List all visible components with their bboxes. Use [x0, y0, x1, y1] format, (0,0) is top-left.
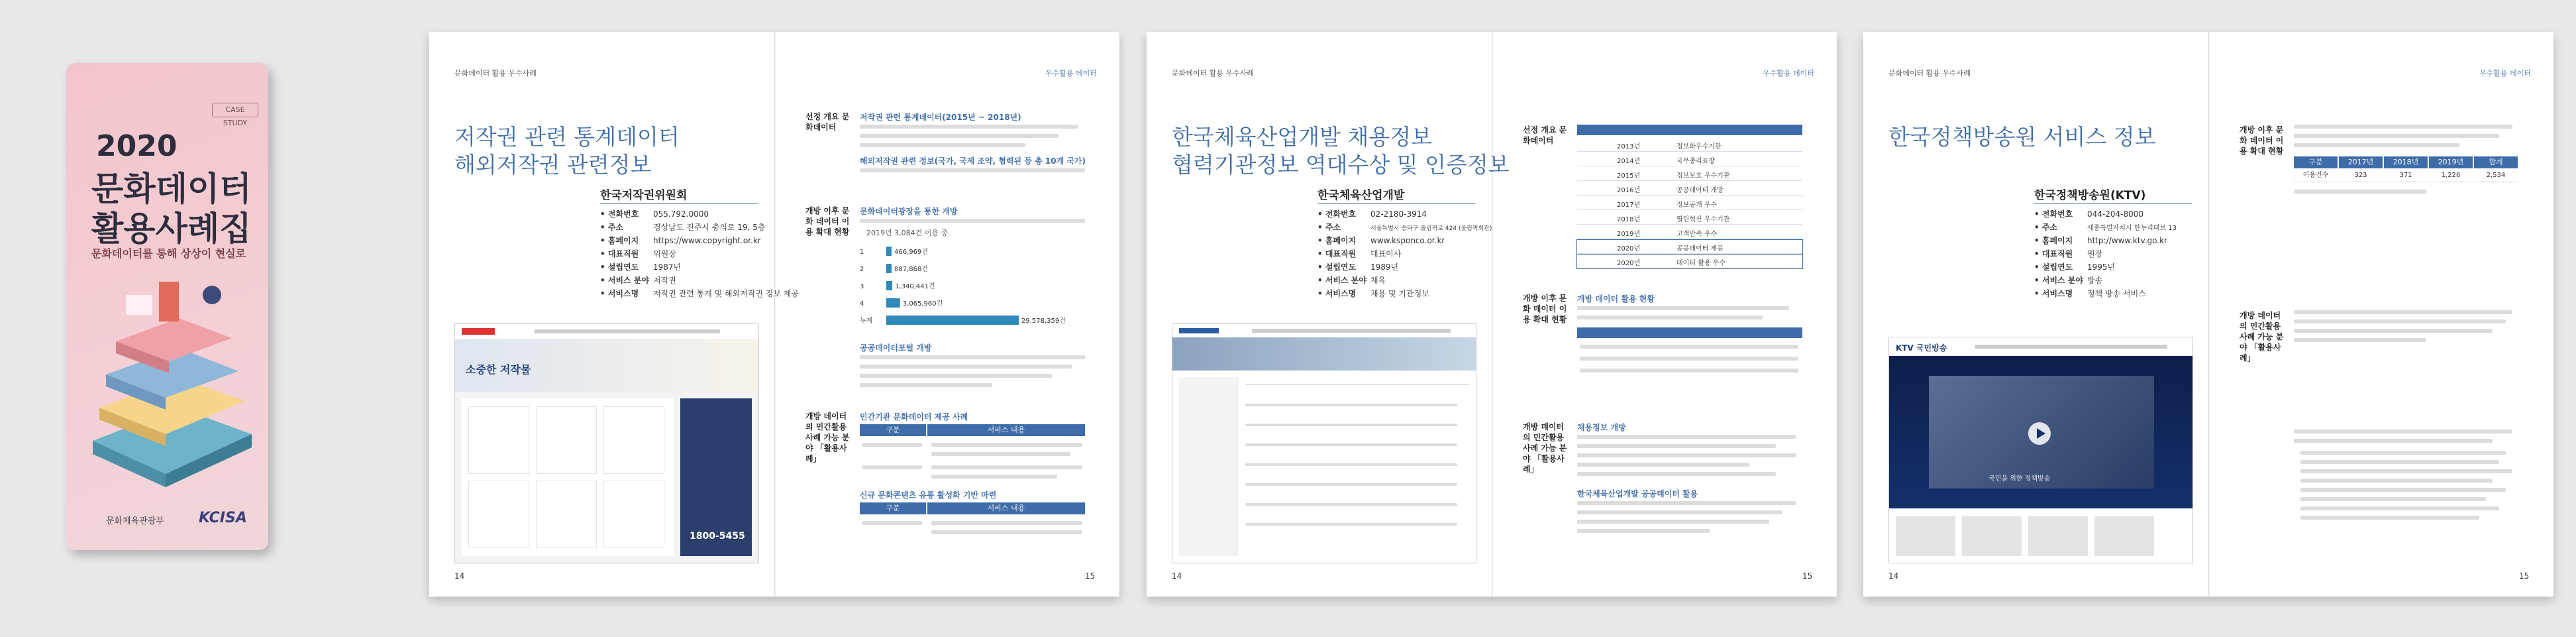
cover-logo-kcisa: KCISA [199, 510, 247, 526]
info-key: • 서비스명 [600, 289, 639, 298]
info-row-field [2034, 274, 2192, 288]
site-card [603, 406, 664, 474]
text-line [2294, 319, 2506, 323]
text-line [860, 219, 1085, 223]
site-card [603, 481, 664, 548]
info-key: • 대표직원 [2034, 249, 2073, 259]
spread-gutter [1492, 32, 1493, 597]
award-year: 2018년 [1617, 216, 1641, 223]
info-key: • 대표직원 [1317, 249, 1357, 259]
text-line [1577, 435, 1796, 439]
table-cell [931, 521, 1082, 525]
info-key: • 홈페이지 [1317, 236, 1357, 245]
text-line [2294, 125, 2512, 129]
section-label-cases: 개방 데이터의 민간활용사례 가능 분야 「활용사례」 [2240, 311, 2284, 363]
bar-category-label: 누계 [860, 318, 873, 325]
cover-image [66, 63, 268, 550]
info-value: 정책 방송 서비스 [2087, 289, 2146, 298]
info-row-founded [1317, 261, 1475, 274]
text-line [2294, 310, 2512, 314]
award-row [1577, 225, 1802, 239]
info-value: 1987년 [653, 262, 682, 272]
text-line [1577, 444, 1776, 448]
left-page-header: 문화데이터 활용 우수사례 [454, 69, 537, 78]
table-row [1580, 369, 1798, 373]
text-line [1577, 501, 1796, 505]
award-name: 국무총리표창 [1676, 158, 1715, 165]
section-heading: 공공데이터포털 개방 [860, 343, 932, 353]
site-menu [1975, 345, 2167, 349]
stats-header-cell: 2019년 [2429, 156, 2473, 168]
page-number-left: 14 [1888, 571, 1899, 581]
text-line [1577, 453, 1796, 457]
info-row-address [2034, 221, 2192, 235]
cover-logo-ministry: 문화체육관광부 [106, 516, 164, 526]
section-label-usage: 개방 이후 문화 데이터 이용 확대 현황 [1523, 294, 1567, 324]
award-name: 정보공개 우수 [1676, 202, 1718, 209]
info-key: • 주소 [600, 223, 624, 232]
stats-value-cell: 371 [2384, 170, 2428, 182]
text-line [2294, 190, 2426, 194]
stats-value-cell: 이용건수 [2294, 170, 2338, 182]
cover-year: 2020 [96, 129, 178, 163]
info-key: • 전화번호 [2034, 209, 2073, 219]
table-cell [931, 475, 1057, 479]
award-row [1577, 152, 1802, 166]
text-line [2294, 134, 2499, 138]
table-cell [931, 443, 1082, 447]
text-line [1577, 529, 1710, 533]
info-row-address [1317, 221, 1492, 235]
site-menu [1252, 329, 1451, 333]
website-screenshot [1888, 337, 2193, 563]
text-line [2300, 516, 2479, 520]
text-line [860, 383, 992, 387]
site-list [1245, 377, 1469, 556]
spread-sports [1147, 32, 1837, 597]
section-label-overview: 선정 개요 문화데이터 [1523, 125, 1567, 145]
info-key: • 설립연도 [2034, 262, 2073, 272]
usage-bar [886, 316, 1019, 325]
info-row-representative [2034, 248, 2192, 261]
text-line [2300, 469, 2512, 473]
page-number-right: 15 [1085, 571, 1096, 581]
text-line [860, 168, 1085, 172]
thumbnail[interactable] [1896, 516, 1955, 556]
info-row-founded [600, 261, 758, 274]
info-key: • 서비스 분야 [2034, 276, 2083, 285]
award-row [1577, 138, 1802, 152]
page-title: 한국정책방송원 서비스 정보 [1888, 124, 2156, 150]
usage-bar [886, 247, 892, 256]
info-key: • 주소 [2034, 223, 2058, 232]
award-year: 2017년 [1617, 202, 1641, 209]
page-number-left: 14 [1172, 571, 1182, 581]
section-label-usage: 개방 이후 문화 데이터 이용 확대 현황 [2240, 125, 2284, 156]
award-row [1577, 196, 1802, 210]
stats-header-cell: 2017년 [2339, 156, 2383, 168]
info-row-homepage [2034, 235, 2192, 248]
section-heading: 한국체육산업개발 공공데이터 활용 [1577, 489, 1698, 498]
info-value: 저작권 [653, 276, 676, 285]
table-header-cell: 서비스 내용 [927, 424, 1085, 436]
site-card [536, 481, 597, 548]
award-row [1577, 167, 1802, 181]
info-value: http://www.ktv.go.kr [2087, 236, 2168, 245]
info-value: www.ksponco.or.kr [1370, 236, 1445, 245]
site-card [536, 406, 597, 474]
info-row-address [600, 221, 766, 235]
section-label-usage: 개방 이후 문화 데이터 이용 확대 현황 [805, 206, 850, 237]
award-year: 2019년 [1617, 231, 1641, 238]
site-banner [1172, 337, 1476, 371]
org-info-list [1317, 208, 1492, 301]
info-key: • 설립연도 [1317, 262, 1357, 272]
info-key: • 서비스명 [2034, 289, 2073, 298]
page-number-right: 15 [1802, 571, 1813, 581]
info-value: 044-204-8000 [2087, 209, 2144, 219]
list-item [1245, 483, 1457, 486]
award-row [1577, 211, 1802, 225]
text-line [860, 355, 1085, 359]
award-row [1577, 255, 1802, 268]
text-line [2294, 430, 2512, 434]
table-header-cell: 구분 [860, 502, 926, 514]
info-key: • 서비스 분야 [1317, 276, 1366, 285]
info-row-field [1317, 274, 1475, 288]
info-key: • 서비스명 [1317, 289, 1357, 298]
award-name: 데이터 활용 우수 [1676, 260, 1726, 267]
section-heading: 민간기관 문화데이터 제공 사례 [860, 412, 968, 422]
table-cell [931, 452, 1070, 456]
award-name: 열린혁신 우수기관 [1676, 216, 1730, 223]
usage-total: 2019년 3,084건 이용 중 [866, 229, 949, 237]
section-heading: 채용정보 개방 [1577, 423, 1626, 432]
text-line [2300, 497, 2486, 501]
site-logo [1179, 328, 1219, 333]
award-name: 공공데이터 제공 [1676, 245, 1724, 253]
award-year: 2020년 [1617, 260, 1641, 267]
info-row-phone [2034, 208, 2192, 221]
text-line [860, 365, 1072, 369]
list-item [1245, 443, 1457, 446]
award-year: 2015년 [1617, 172, 1641, 180]
page-title-line1: 한국체육산업개발 채용정보 [1172, 124, 1433, 150]
text-line [860, 374, 1052, 378]
cover-subtitle: 문화데이터를 통해 상상이 현실로 [91, 247, 246, 260]
site-nav-bar [1889, 337, 2192, 357]
info-value: 원장 [2087, 249, 2103, 259]
award-year: 2014년 [1617, 158, 1641, 165]
site-logo [462, 328, 495, 335]
right-page-header: 우수활용 데이터 [2479, 69, 2531, 78]
info-row-representative [1317, 248, 1475, 261]
table-header-row [1577, 327, 1802, 338]
info-value: 체육 [1370, 276, 1386, 285]
info-key: • 주소 [1317, 223, 1341, 232]
list-item [1245, 503, 1457, 506]
info-value: 02-2180-3914 [1370, 209, 1427, 219]
site-menu [535, 329, 720, 333]
site-card [468, 406, 529, 474]
text-line [2294, 338, 2426, 342]
site-nav-bar [1172, 324, 1476, 338]
award-year: 2016년 [1617, 187, 1641, 194]
video-player[interactable] [1889, 356, 2192, 508]
text-line [1577, 316, 1763, 319]
text-line [2294, 439, 2493, 443]
thumbnail[interactable] [1962, 516, 2022, 556]
spread-copyright [429, 32, 1119, 597]
spread-gutter [774, 32, 776, 597]
table-cell [931, 530, 1082, 534]
section-heading: 저작권 관련 통계데이터(2015년 ~ 2018년) [860, 113, 1021, 122]
cover-badge: CASE STUDY [212, 103, 258, 117]
list-item [1245, 404, 1457, 406]
table-cell [931, 465, 1082, 469]
text-line [860, 143, 1025, 147]
page-title-line1: 저작권 관련 통계데이터 [454, 124, 680, 150]
stats-header-cell: 구분 [2294, 156, 2338, 168]
book-cover [0, 0, 311, 637]
info-value: 1995년 [2087, 262, 2116, 272]
text-line [2300, 479, 2493, 483]
usage-bar-chart [860, 243, 1085, 335]
info-value: 채용 및 기관정보 [1370, 289, 1429, 298]
award-row [1577, 182, 1802, 196]
website-screenshot [1172, 323, 1476, 563]
info-value: 055.792.0000 [653, 209, 709, 219]
info-row-homepage [1317, 235, 1475, 248]
table-header-cell: 구분 [860, 424, 926, 436]
table-header-row [1577, 125, 1802, 135]
video-caption: 국민을 위한 정책방송 [1988, 475, 2051, 483]
list-item [1245, 523, 1457, 526]
info-key: • 전화번호 [1317, 209, 1357, 219]
award-name: 고객만족 우수 [1676, 231, 1718, 238]
info-value: 방송 [2087, 276, 2103, 285]
info-row-service [1317, 288, 1475, 301]
bar-value-label: 29,578,359건 [1021, 318, 1066, 325]
text-line [2300, 506, 2499, 510]
info-value: 위원장 [653, 249, 676, 259]
thumbnail[interactable] [2094, 516, 2154, 556]
section-heading: 신규 문화콘텐츠 유통 활성화 기반 마련 [860, 491, 997, 500]
info-key: • 홈페이지 [2034, 236, 2073, 245]
info-row-phone [600, 208, 758, 221]
page-number-left: 14 [454, 571, 465, 581]
text-line [1577, 463, 1749, 467]
section-label-overview: 선정 개요 문화데이터 [805, 112, 850, 132]
spread-gutter [2208, 32, 2210, 597]
table-cell [862, 465, 922, 469]
section-heading: 개방 데이터 활용 현황 [1577, 294, 1655, 304]
site-brand: KTV 국민방송 [1896, 343, 1947, 353]
bar-category-label: 1 [860, 249, 864, 256]
cover-title-line2: 활용사례집 [91, 209, 252, 248]
info-key: • 전화번호 [600, 209, 639, 219]
award-year: 2020년 [1617, 245, 1641, 253]
site-nav-bar [455, 324, 758, 339]
text-line [2300, 488, 2506, 492]
bar-category-label: 2 [860, 266, 864, 273]
bar-value-label: 887,868건 [894, 266, 929, 273]
list-item [1245, 424, 1457, 426]
table-row [1580, 357, 1798, 361]
site-side-panel [680, 398, 752, 556]
table-cell [862, 443, 922, 447]
org-info-list [2034, 208, 2192, 301]
section-label-cases: 개방 데이터의 민간활용사례 가능 분야 「활용사례」 [1523, 422, 1567, 474]
info-row-homepage [600, 235, 761, 248]
cover-illustration [79, 275, 258, 500]
site-hero [455, 339, 758, 392]
section-heading: 해외저작권 관련 정보(국가, 국제 조약, 협력된 등 총 10개 국가) [860, 156, 1086, 166]
award-name: 정보보호 우수기관 [1676, 172, 1730, 180]
site-sidebar [1179, 377, 1239, 556]
site-grid [462, 398, 674, 556]
text-line [1577, 520, 1769, 524]
info-value: 저작권 관련 통계 및 해외저작권 정보 제공 [653, 289, 799, 298]
award-name: 공공데이터 개방 [1676, 187, 1724, 194]
text-line [2300, 460, 2499, 464]
award-year: 2013년 [1617, 143, 1641, 150]
right-page-header: 우수활용 데이터 [1763, 69, 1814, 78]
info-value: 1989년 [1370, 262, 1399, 272]
info-row-phone [1317, 208, 1475, 221]
text-line [2294, 143, 2459, 147]
info-value: 서울특별시 송파구 올림픽로 424 (올림픽회관) [1370, 225, 1492, 232]
left-page-header: 문화데이터 활용 우수사례 [1888, 69, 1971, 78]
org-name: 한국체육산업개발 [1317, 189, 1405, 202]
info-value: 대표이사 [1370, 249, 1402, 259]
page-title-line2: 해외저작권 관련정보 [454, 152, 652, 178]
info-row-service [2034, 288, 2192, 301]
info-key: • 설립연도 [600, 262, 639, 272]
bar-value-label: 466,969건 [894, 249, 929, 256]
text-line [1577, 510, 1782, 514]
info-key: • 홈페이지 [600, 236, 639, 245]
text-line [1577, 472, 1776, 476]
text-line [1577, 306, 1789, 310]
section-heading: 문화데이터광장을 통한 개방 [860, 207, 958, 216]
stats-value-cell: 323 [2339, 170, 2383, 182]
info-row-field [600, 274, 758, 288]
info-value: 세종특별자치시 한누리대로 13 [2087, 225, 2177, 232]
org-name: 한국정책방송원(KTV) [2034, 189, 2146, 202]
thumbnail[interactable] [2028, 516, 2088, 556]
info-key: • 대표직원 [600, 249, 639, 259]
org-name: 한국저작권위원회 [600, 189, 688, 202]
spread-ktv [1863, 32, 2553, 597]
text-line [2294, 329, 2493, 333]
stats-value-cell: 1,226 [2429, 170, 2473, 182]
site-phone: 1800-5455 [690, 531, 745, 542]
section-label-cases: 개방 데이터의 민간활용사례 가능 분야 「활용사례」 [805, 412, 850, 463]
stats-header-cell: 합계 [2474, 156, 2518, 168]
text-line [860, 134, 1058, 138]
left-page-header: 문화데이터 활용 우수사례 [1172, 69, 1254, 78]
award-name: 정보화우수기관 [1676, 143, 1722, 150]
table-header-cell: 서비스 내용 [927, 502, 1085, 514]
table-row [1580, 345, 1798, 349]
page-title-line2: 협력기관정보 역대수상 및 인증정보 [1172, 152, 1510, 178]
usage-bar [886, 281, 892, 290]
award-row [1577, 240, 1802, 254]
list-item [1245, 463, 1457, 466]
site-hero-title: 소중한 저작물 [466, 363, 531, 376]
usage-bar [886, 264, 892, 273]
website-screenshot [454, 323, 759, 563]
text-line [860, 125, 1078, 129]
info-row-founded [2034, 261, 2192, 274]
text-line [2300, 451, 2506, 455]
usage-bar [886, 298, 900, 308]
play-icon[interactable] [2028, 422, 2051, 445]
info-value: https://www.copyright.or.kr [653, 236, 761, 245]
bar-value-label: 1,340,441건 [895, 283, 935, 290]
table-cell [862, 521, 922, 525]
bar-category-label: 3 [860, 283, 864, 290]
page-number-right: 15 [2519, 571, 2530, 581]
org-info-list [600, 208, 799, 301]
info-row-service [600, 288, 799, 301]
info-row-representative [600, 248, 758, 261]
stats-header-cell: 2018년 [2384, 156, 2428, 168]
bar-value-label: 3,065,960건 [902, 300, 943, 308]
info-key: • 서비스 분야 [600, 276, 649, 285]
bar-category-label: 4 [860, 300, 864, 308]
stats-value-cell: 2,534 [2474, 170, 2518, 182]
right-page-header: 우수활용 데이터 [1045, 69, 1097, 78]
info-value: 경상남도 진주시 충의로 19, 5층 [653, 223, 766, 232]
cover-title-line1: 문화데이터 [91, 170, 252, 208]
site-card [468, 481, 529, 548]
